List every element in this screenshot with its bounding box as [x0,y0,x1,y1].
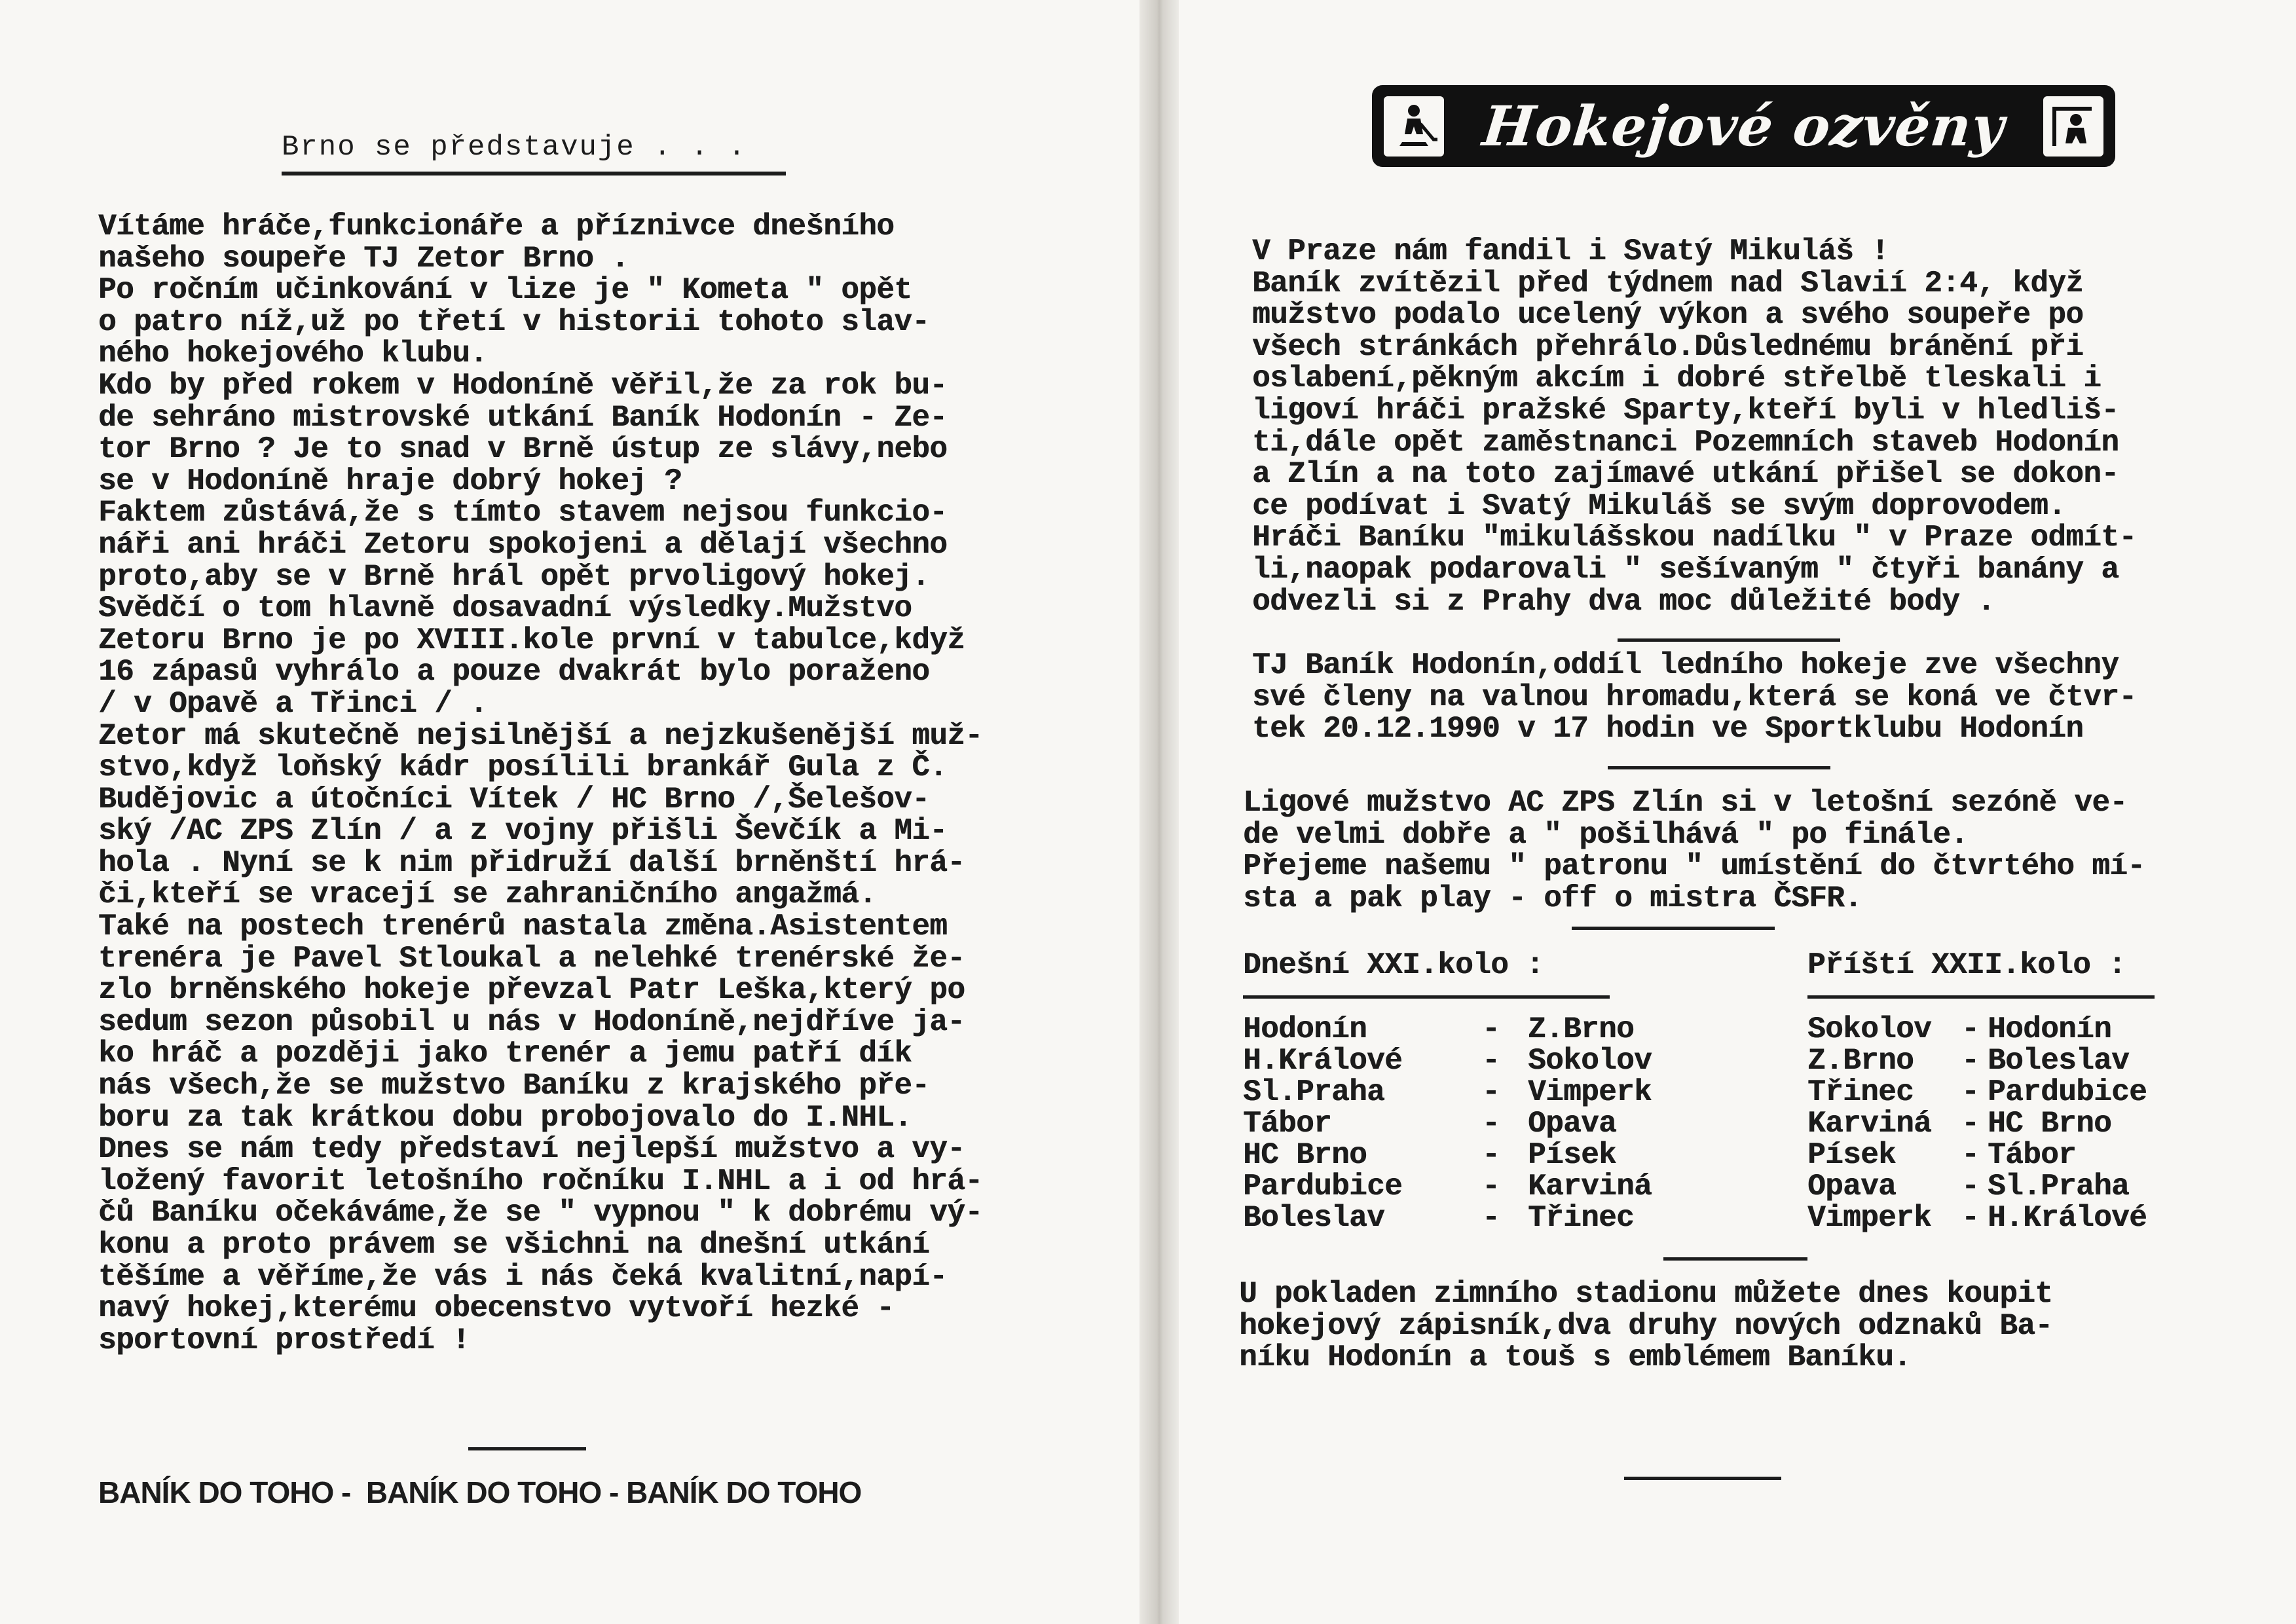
news-zlin [1243,787,2145,914]
away-team: Pardubice [1988,1075,2147,1109]
text-line: sta a pak play - off o mistra ČSFR. [1243,881,1862,915]
text-line: tor Brno ? Je to snad v Brně ústup ze slávy,nebo [98,432,948,467]
text-line: Faktem zůstává,že s tímto stavem nejsou funkcio- [98,496,948,530]
text-line: navý hokej,kterému obecenstvo vytvoří hezké - [98,1291,895,1326]
away-team: Třinec [1528,1201,1635,1235]
text-line: ložený favorit letošního ročníku I.NHL a i od hrá- [98,1164,983,1198]
match-separator: - [1961,1107,1980,1141]
text-line: ce podívat i Svatý Mikuláš se svým doprovodem. [1252,489,2066,523]
text-line: Také na postech trenérů nastala změna.Asistentem [98,910,948,944]
text-line: ko hráč a později jako trenér a jemu patří dík [98,1037,912,1071]
text-line: všech stránkách přehrálo.Důslednému bránění při [1252,329,2084,364]
text-line: ného hokejového klubu. [98,337,488,371]
away-team: H.Králové [1988,1201,2147,1235]
text-line: Baník zvítězil před týdnem nad Slavií 2:4, když [1252,266,2084,301]
away-team: Sokolov [1528,1044,1652,1078]
text-line: se v Hodoníně hraje dobrý hokej ? [98,464,682,498]
text-line: hokejový zápisník,dva druhy nových odznaků Ba- [1239,1308,2053,1343]
match-separator: - [1961,1044,1980,1078]
text-line: těšíme a věříme,že vás i nás čeká kvalitní,napí- [98,1259,948,1294]
match-separator: - [1961,1075,1980,1109]
schedule-row [1243,1077,1652,1108]
match-separator: - [1482,1044,1500,1078]
schedule-row [1807,1139,2147,1171]
text-line: hola . Nyní se k nim přidruží další brněnští hrá- [98,845,965,880]
hockey-goalie-icon [2043,96,2103,157]
schedule-next-table [1807,1014,2147,1234]
text-line: nás všech,že se mužstvo Baníku z krajského pře- [98,1069,930,1103]
page-end-rule [1624,1477,1781,1480]
away-team: Karviná [1528,1170,1652,1204]
text-line: U pokladen zimního stadionu můžete dnes koupit [1239,1277,2053,1311]
match-separator: - [1961,1201,1980,1235]
text-line: Hráči Baníku "mikulášskou nadílku " v Praze odmít- [1252,521,2137,555]
text-line: a Zlín a na toto zajímavé utkání přišel se dokon- [1252,457,2119,492]
text-line: Kdo by před rokem v Hodoníně věřil,že za rok bu- [98,368,948,403]
schedule-row [1807,1171,2147,1202]
heading-underline [282,172,786,175]
text-line: čů Baníku očekáváme,že se " vypnou " k dobrému vý- [98,1196,983,1230]
text-line: odvezli si z Prahy dva moc důležité body . [1252,584,1995,619]
text-line: konu a proto právem se všichni na dnešní utkání [98,1228,930,1262]
home-team: Sokolov [1807,1012,1932,1046]
hockey-player-icon [1384,96,1444,157]
text-line: Ligové mužstvo AC ZPS Zlín si v letošní sezóně ve- [1243,786,2128,820]
schedule-row [1807,1045,2147,1077]
text-line: Přejeme našemu " patronu " umístění do čtvrtého mí- [1243,849,2145,884]
schedule-today-underline [1243,995,1610,999]
home-team: Karviná [1807,1107,1932,1141]
text-line: boru za tak krátkou dobu probojovalo do I.NHL. [98,1100,912,1135]
away-team: Vimperk [1528,1075,1652,1109]
match-separator: - [1482,1170,1500,1204]
match-separator: - [1482,1201,1500,1235]
separator-rule [1608,766,1830,769]
article-heading: Brno se představuje . . . [282,131,747,164]
away-team: Sl.Praha [1988,1170,2130,1204]
text-line: ský /AC ZPS Zlín / a z vojny přišli Ševčík a Mi- [98,814,948,849]
match-separator: - [1482,1107,1500,1141]
text-line: Svědčí o tom hlavně dosavadní výsledky.Mužstvo [98,591,912,626]
text-line: ligoví hráči pražské Sparty,kteří byli v hledliš- [1252,393,2119,428]
separator-rule [1572,927,1775,930]
masthead [1372,85,2115,167]
text-line: proto,aby se v Brně hrál opět prvoligový hokej. [98,559,930,594]
schedule-next-title: Příští XXII.kolo : [1807,948,2126,982]
text-line: ti,dále opět zaměstnanci Pozemních staveb Hodonín [1252,425,2119,460]
text-line: našeho soupeře TJ Zetor Brno . [98,241,629,276]
text-line: Zetor má skutečně nejsilnější a nejzkušenější muž- [98,718,983,753]
schedule-row [1807,1077,2147,1108]
home-team: HC Brno [1243,1138,1367,1172]
schedule-row [1243,1171,1652,1202]
text-line: TJ Baník Hodonín,oddíl ledního hokeje zve všechny [1252,648,2119,682]
text-line: náři ani hráči Zetoru spokojeni a dělají všechno [98,527,948,562]
match-separator: - [1961,1138,1980,1172]
match-separator: - [1482,1012,1500,1046]
text-line: Vítáme hráče,funkcionáře a příznivce dnešního [98,210,895,244]
match-separator: - [1961,1012,1980,1046]
home-team: Třinec [1807,1075,1914,1109]
text-line: Dnes se nám tedy představí nejlepší mužstvo a vy- [98,1132,965,1167]
text-line: či,kteří se vracejí se zahraničního angažmá. [98,877,877,912]
text-line: oslabení,pěkným akcím i dobré střelbě tleskali i [1252,361,2102,396]
schedule-today-title: Dnešní XXI.kolo : [1243,948,1544,982]
text-line: níku Hodonín a touš s emblémem Baníku. [1239,1340,1912,1375]
away-team: Hodonín [1988,1012,2112,1046]
schedule-row [1243,1108,1652,1139]
away-team: Písek [1528,1138,1617,1172]
text-line: své členy na valnou hromadu,která se koná ve čtvr- [1252,680,2137,714]
home-team: Sl.Praha [1243,1075,1385,1109]
text-line: zlo brněnského hokeje převzal Patr Leška,který po [98,973,965,1008]
text-line: / v Opavě a Třinci / . [98,686,488,721]
match-separator: - [1482,1138,1500,1172]
home-team: Písek [1807,1138,1897,1172]
schedule-row [1807,1108,2147,1139]
schedule-row [1243,1045,1652,1077]
text-line: mužstvo podalo ucelený výkon a svého soupeře po [1252,298,2084,333]
news-pokladny [1239,1278,2052,1374]
match-separator: - [1961,1170,1980,1204]
schedule-row [1243,1202,1652,1234]
article-body [98,211,982,1356]
text-line: trenéra je Pavel Stloukal a nelehké trenérské že- [98,941,965,976]
away-team: HC Brno [1988,1107,2112,1141]
masthead-title: Hokejové ozvěny [1479,94,2008,158]
separator-rule [1663,1257,1807,1261]
news-mikulas [1252,236,2136,618]
schedule-today-table [1243,1014,1652,1234]
text-line: de velmi dobře a " pošilhává " po finále. [1243,817,1969,852]
separator-rule [1618,638,1840,642]
schedule-next-underline [1807,995,2155,999]
page-fold [1139,0,1179,1624]
text-line: tek 20.12.1990 v 17 hodin ve Sportklubu Hodonín [1252,712,2084,747]
text-line: Zetoru Brno je po XVIII.kole první v tabulce,když [98,623,965,657]
text-line: Po ročním učinkování v lize je " Kometa " opět [98,273,912,308]
away-team: Tábor [1988,1138,2077,1172]
left-page [0,0,1139,1624]
schedule-row [1243,1139,1652,1171]
away-team: Opava [1528,1107,1617,1141]
text-line: 16 zápasů vyhrálo a pouze dvakrát bylo poraženo [98,655,930,690]
away-team: Boleslav [1988,1044,2130,1078]
match-separator: - [1482,1075,1500,1109]
text-line: sedum sezon působil u nás v Hodoníně,nejdříve ja- [98,1005,965,1039]
text-line: V Praze nám fandil i Svatý Mikuláš ! [1252,234,1889,268]
home-team: Vimperk [1807,1201,1932,1235]
text-line: sportovní prostředí ! [98,1323,470,1357]
article-end-rule [468,1447,586,1450]
text-line: li,naopak podarovali " sešívaným " čtyři banány a [1252,552,2119,587]
text-line: o patro níž,už po třetí v historii tohoto slav- [98,304,930,339]
text-line: stvo,když loňský kádr posílili brankář Gula z Č. [98,750,948,785]
text-line: Budějovic a útočníci Vítek / HC Brno /,Šelešov- [98,782,930,817]
home-team: Z.Brno [1807,1044,1914,1078]
home-team: Boleslav [1243,1201,1385,1235]
home-team: Tábor [1243,1107,1332,1141]
home-team: Pardubice [1243,1170,1403,1204]
text-line: de sehráno mistrovské utkání Baník Hodonín - Ze- [98,400,948,435]
schedule-row [1807,1014,2147,1045]
home-team: Opava [1807,1170,1897,1204]
schedule-row [1243,1014,1652,1045]
news-valna-hromada [1252,650,2136,745]
home-team: Hodonín [1243,1012,1367,1046]
schedule-row [1807,1202,2147,1234]
away-team: Z.Brno [1528,1012,1635,1046]
home-team: H.Králové [1243,1044,1403,1078]
slogan: BANÍK DO TOHO - BANÍK DO TOHO - BANÍK DO TOHO [98,1475,862,1509]
